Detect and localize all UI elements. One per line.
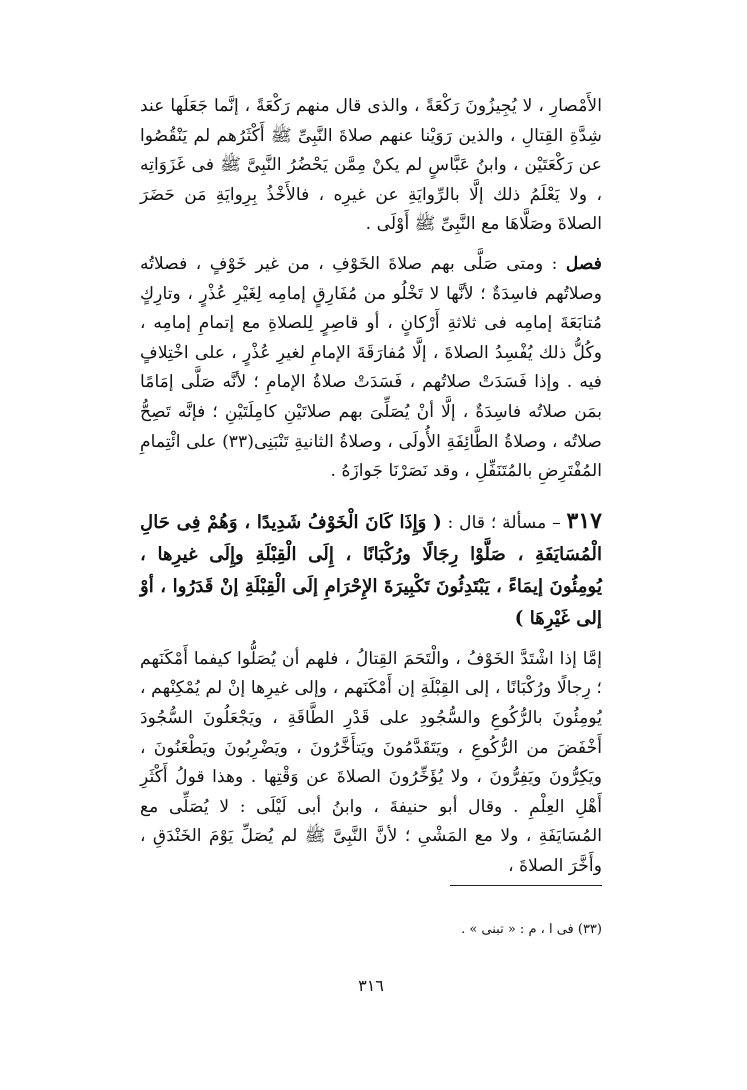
paragraph-text: : ومتى صَلَّى بهم صلاةَ الخَوْفِ ، من غير خَوْفٍ ، فصلاتُه وصلاتُهم فاسِدَةٌ ؛ لأنَّها لا تَخْلُو من مُفَارِقٍ إمامِه لِغَيْرِ عُذْرٍ ، وتارِكٍ مُتابَعَةَ إمامِه فى ثلاثةِ أَرْكانٍ ، أو قاصِرٍ لِلصلاةِ مع إتمامِ إمامِه ، وكُلُّ ذلك يُفْسِدُ الصلاةَ ، إلَّا مُفارَقَةَ الإمامِ لغيرِ عُذْرٍ ، على اخْتِلافٍ فيه . وإذا فَسَدَتْ صلاتُهم ، فَسَدَتْ صلاةُ الإمامِ ؛ لأنَّه صَلَّى إمَامًا بمَن صلاتُه فاسِدَةٌ ، إلَّا أنْ يُصَلِّىَ بهم صلاتَيْنِ كامِلَتَيْنِ ؛ فإنَّه تَصِحُّ صلاتُه ، وصلاةُ الطَّائِفَةِ الأُولَى ، وصلاةُ الثانيةِ تَنْبَنِى(٣٣) على ائْتِمامِ المُفْتَرِضِ بالمُتَنَفِّلِ ، وقد نَصَرْنَا جَوازَهُ . (140, 253, 603, 482)
commentary-text: إمَّا إذا اشْتَدَّ الخَوْفُ ، والْتَحَمَ القِتالُ ، فلهم أن يُصَلُّوا كيفما أَمْكَنَهم ؛ رِجالًا ورُكْبَانًا ، إلى القِبْلَةِ إن أَمْكَنَهم ، وإلى غيرِها إنْ لم يُمْكِنْهم ، يُومِئُونَ بالرُّكُوعِ والسُّجُودِ على قَدْرِ الطَّاقَةِ ، ويَجْعَلُونَ السُّجُودَ أَخْفَضَ من الرُّكُوعِ ، ويَتَقَدَّمُونَ ويَتأَخَّرُونَ ، ويَضْرِبُونَ ويَطْعَنُونَ ، ويَكِرُّونَ ويَفِرُّونَ ، ولا يُؤَخِّرُونَ الصلاةَ عن وَقْتِها . وهذا قولُ أَكْثَرِ أَهْلِ العِلْمِ . وقال أبو حنيفةَ ، وابنُ أبى لَيْلَى : لا يُصَلِّى مع المُسَايَفَةِ ، ولا مع المَشْىِ ؛ لأنَّ النَّبِىَّ ﷺ لم يُصَلِّ يَوْمَ الخَنْدَقِ ، وأَخَّرَ الصلاةَ ، (140, 648, 603, 876)
paragraph-text: الأَمْصارِ ، لا يُجِيزُونَ رَكْعَةً ، والذى قال منهم رَكْعَةً ، إنَّما جَعَلَها عند شِدَّةِ القِتالِ ، والذين رَوَيْنا عنهم صلاةَ النَّبِىِّ ﷺ أَكْثَرُهم لم يَنْقُصُوا عن رَكْعَتَيْن ، وابنُ عَبَّاسٍ لم يكنْ مِمَّن يَحْضُرُ النَّبِىَّ ﷺ فى غَزَوَاتِه ، ولا يَعْلَمُ ذلك إلَّا بالرِّوايَةِ عن غيرِه ، فالأَخْذُ بِرِوايَةِ مَن حَضَرَ الصلاةَ وصَلَّاهَا مع النَّبِىِّ ﷺ أَوْلَى . (140, 96, 602, 235)
paragraph-continuation (140, 92, 602, 240)
masala-text: ( وَإِذَا كَانَ الْخَوْفُ شَدِيدًا ، وَهُمْ فِى حَالِ الْمُسَايَفَةِ ، صَلَّوْا رِجَالًا ورُكْبَانًا ، إِلَى الْقِبْلَةِ وإِلَى غيرِها ، يُومِئُونَ إيمَاءً ، يَبْتَدِئُونَ تَكْبِيرَةَ الإِحْرَامِ إلَى الْقِبْلَةِ إنْ قَدَرُوا ، أوْ إلى غَيْرِهَا ) (140, 511, 602, 629)
section-heading-fasl: فصل (565, 253, 602, 274)
footnote: (٣٣) فى ا ، م : « تبنى » . (461, 922, 602, 937)
masala-intro: – مسألة ؛ قال : (441, 512, 567, 533)
commentary-paragraph (140, 645, 602, 882)
page-number: ٣١٦ (358, 976, 384, 995)
book-page (140, 92, 602, 1072)
masala-number: ٣١٧ (566, 507, 602, 534)
footnote-separator (450, 885, 602, 886)
paragraph-fasl (140, 250, 602, 487)
masala-paragraph (140, 505, 602, 635)
